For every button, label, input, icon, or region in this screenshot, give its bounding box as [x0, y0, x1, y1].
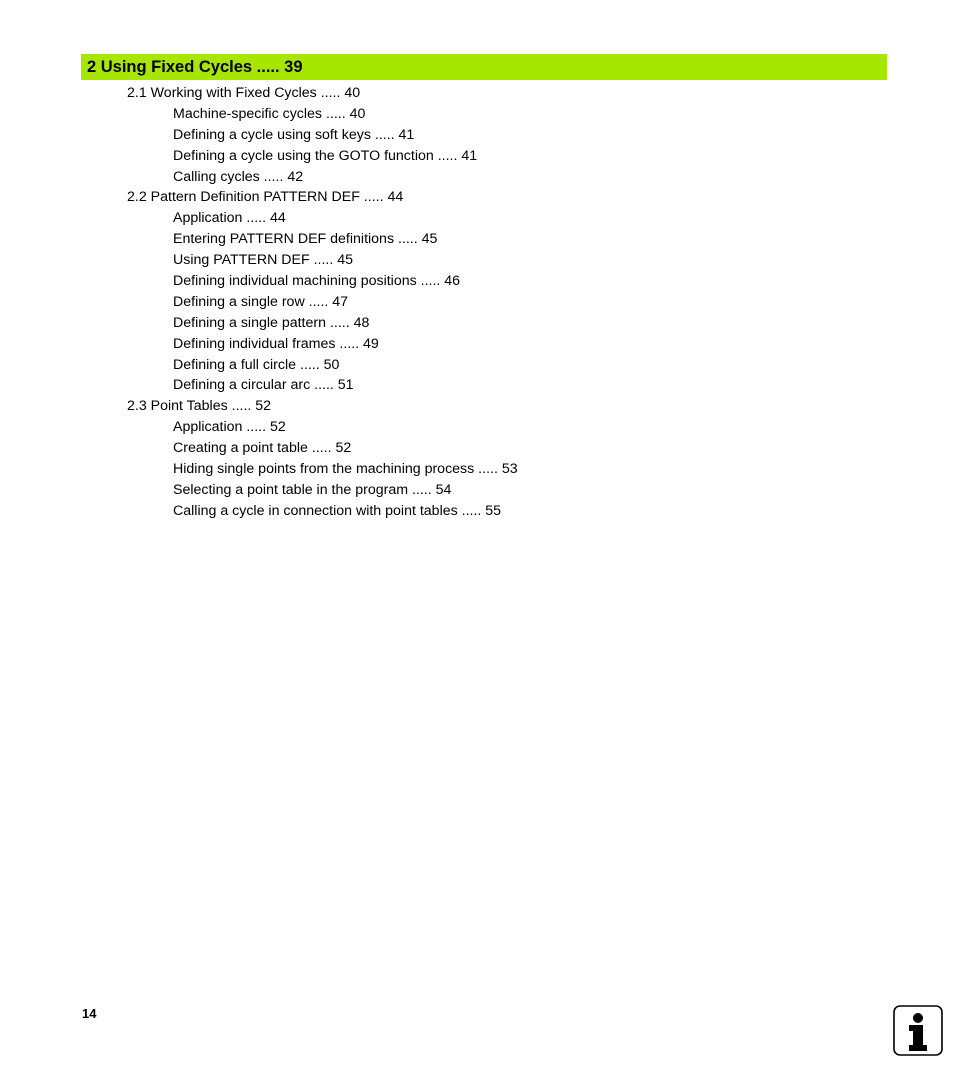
toc-subsection-entry[interactable]: Calling a cycle in connection with point tables ..... 55	[173, 502, 502, 519]
toc-subsection-entry[interactable]: Creating a point table ..... 52	[173, 440, 352, 457]
chapter-heading-bar	[81, 54, 887, 80]
toc-subsection-entry[interactable]: Entering PATTERN DEF definitions ..... 45	[173, 231, 438, 248]
toc-subsection-entry[interactable]: Defining a full circle ..... 50	[173, 356, 340, 373]
chapter-heading[interactable]: 2 Using Fixed Cycles ..... 39	[87, 58, 303, 76]
toc-subsection-entry[interactable]: Hiding single points from the machining process ..... 53	[173, 461, 518, 478]
toc-subsection-entry[interactable]: Defining a single pattern ..... 48	[173, 314, 370, 331]
toc-subsection-entry[interactable]: Selecting a point table in the program ..... 54	[173, 481, 452, 498]
toc-subsection-entry[interactable]: Defining a circular arc ..... 51	[173, 377, 354, 394]
toc-subsection-entry[interactable]: Machine-specific cycles ..... 40	[173, 105, 366, 122]
table-of-contents	[0, 83, 954, 522]
toc-subsection-entry[interactable]: Application ..... 44	[173, 210, 286, 227]
toc-subsection-entry[interactable]: Defining individual frames ..... 49	[173, 335, 379, 352]
toc-subsection-entry[interactable]: Application ..... 52	[173, 419, 286, 436]
toc-section-entry[interactable]: 2.1 Working with Fixed Cycles ..... 40	[127, 85, 361, 101]
toc-subsection-entry[interactable]: Using PATTERN DEF ..... 45	[173, 252, 354, 269]
page-number: 14	[82, 1006, 97, 1021]
toc-subsection-entry[interactable]: Defining a cycle using soft keys ..... 41	[173, 126, 415, 143]
toc-section-entry[interactable]: 2.3 Point Tables ..... 52	[127, 398, 272, 415]
toc-subsection-entry[interactable]: Defining a cycle using the GOTO function ..... 41	[173, 147, 478, 164]
toc-section-entry[interactable]: 2.2 Pattern Definition PATTERN DEF ..... 44	[127, 189, 404, 206]
toc-subsection-entry[interactable]: Defining a single row ..... 47	[173, 293, 349, 310]
toc-subsection-entry[interactable]: Calling cycles ..... 42	[173, 168, 304, 185]
toc-subsection-entry[interactable]: Defining individual machining positions ..... 46	[173, 273, 461, 290]
info-icon	[893, 1005, 943, 1056]
